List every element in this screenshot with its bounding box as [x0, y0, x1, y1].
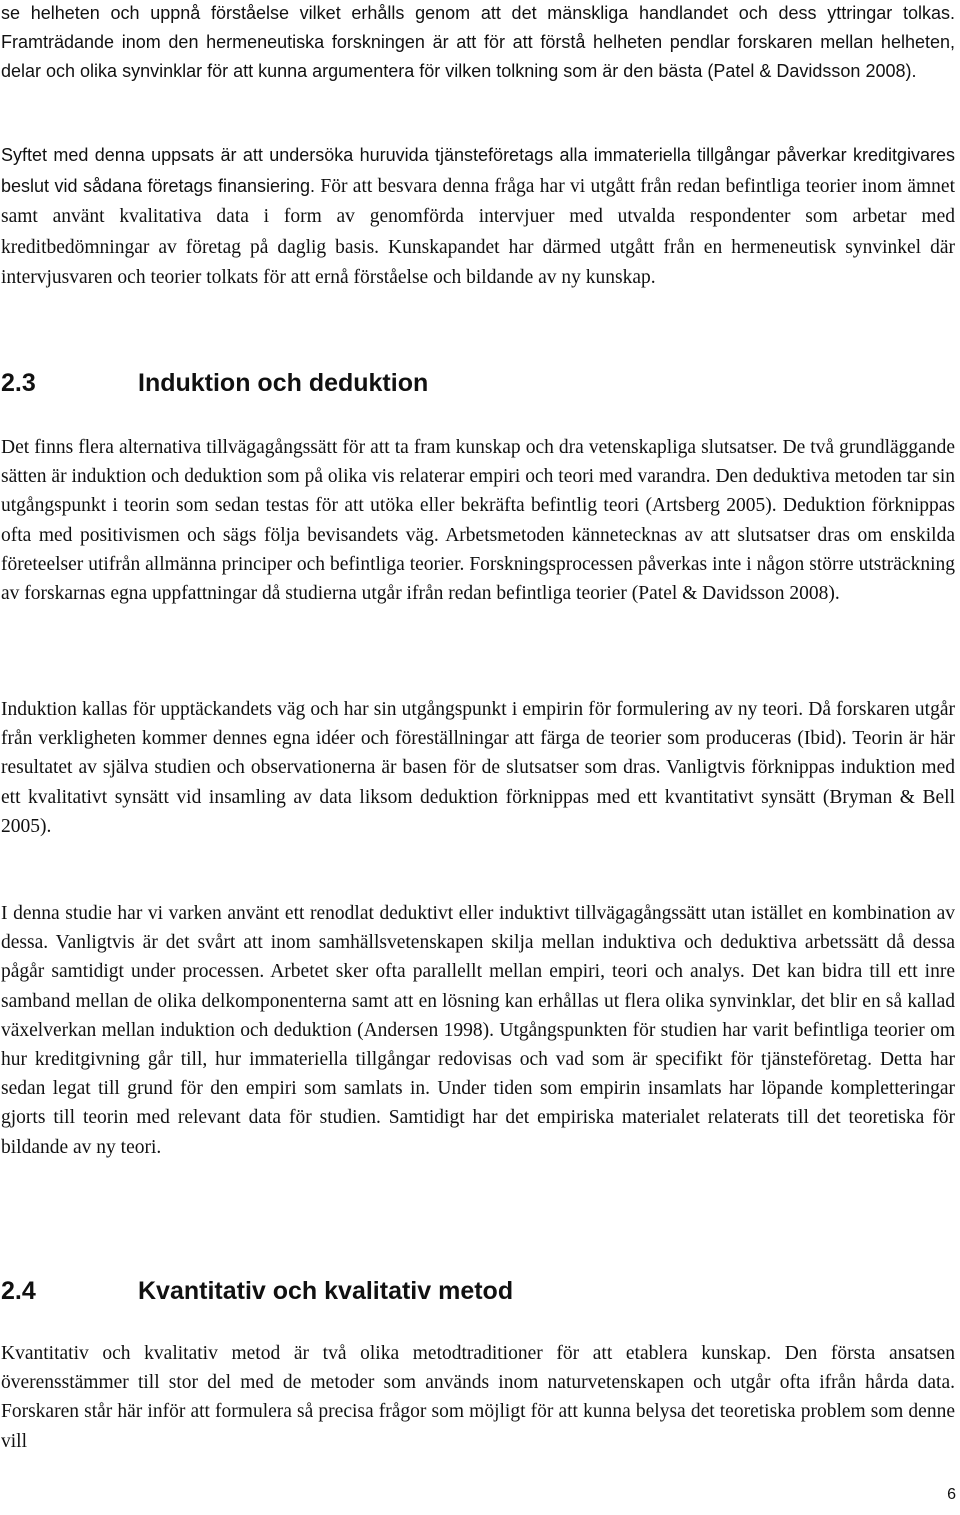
section-heading-2-3 [1, 368, 428, 398]
paragraph-induction: Induktion kallas för upptäckandets väg och har sin utgångspunkt i empirin för formulering av ny teori. Då forskaren utgår från verkligheten kommer dennes egna idéer och föreställningar att färga de teorier som produceras (Ibid). Teorin är här resultatet av själva studien och observationerna är basen för de slutsatser som dras. Vanligtvis förknippas induktion med ett kvalitativt synsätt vid insamling av data liksom deduktion förknippas med ett kvantitativt synsätt (Bryman & Bell 2005). [1, 699, 955, 837]
paragraph-deduction: Det finns flera alternativa tillvägagångssätt för att ta fram kunskap och dra vetenskapliga slutsatser. De två grundläggande sätten är induktion och deduktion som på olika vis relaterar empiri och teori med varandra. Den deduktiva metoden tar sin utgångspunkt i teorin som sedan testas för att utöka eller bekräfta befintlig teori (Artsberg 2005). Deduktion förknippas ofta med positivismen och sägs följa bevisandets väg. Arbetsmetoden kännetecknas av att slutsatser dras om enskilda företeelser utifrån allmänna principer och befintliga teorier. Forskningsprocessen påverkas inte i någon större utsträckning av forskarnas egna uppfattningar då studierna utgår ifrån redan befintliga teorier (Patel & Davidsson 2008). [1, 437, 955, 605]
section-number: 2.3 [1, 369, 36, 397]
page-number: 6 [947, 1486, 956, 1503]
section-number: 2.4 [1, 1277, 36, 1305]
section-title: Induktion och deduktion [138, 369, 429, 397]
section-title: Kvantitativ och kvalitativ metod [138, 1277, 514, 1305]
paragraph-hermeneutics: se helheten och uppnå förståelse vilket erhålls genom att det mänskliga handlandet och dess yttringar tolkas. Framträdande inom den hermeneutiska forskningen är att för att förstå helheten pendlar forskaren mellan helheten, delar och olika synvinklar för att kunna argumentera för vilken tolkning som är den bästa (Patel & Davidsson 2008). [1, 3, 955, 81]
paragraph-purpose [1, 141, 955, 294]
paragraph-purpose-serif-part: För att besvara denna fråga har vi utgått från redan befintliga teorier inom ämnet samt använt kvalitativa data i form av genomförda intervjuer med utvalda respondenter som arbetar med kreditbedömningar av företag på daglig basis. Kunskapandet har därmed utgått från en hermeneutisk synvinkel där intervjusvaren och teorier tolkats för att ernå förståelse och bildande av ny kunskap. [1, 175, 955, 288]
paragraph-combination: I denna studie har vi varken använt ett renodlat deduktivt eller induktivt tillvägagångssätt utan istället en kombination av dessa. Vanligtvis är det svårt att inom samhällsvetenskapen skilja mellan induktiva och deduktiva arbetssätt då dessa pågår samtidigt under processen. Arbetet sker ofta parallellt mellan empiri, teori och analys. Det kan bidra till ett inre samband mellan de olika delkomponenterna samt att en lösning kan erhållas ut flera olika synvinklar, det blir en så kallad växelverkan mellan induktion och deduktion (Andersen 1998). Utgångspunkten för studien har varit befintliga teorier om hur kreditgivning går till, hur immateriella tillgångar redovisas och vad som är specifikt för tjänsteföretag. Detta har sedan legat till grund för den empiri som samlats in. Under tiden som empirin insamlats har löpande kompletteringar gjorts till teorin med relevant data för studien. Samtidigt har det empiriska materialet relaterats till det teoretiska för bildande av ny teori. [1, 903, 955, 1158]
paragraph-purpose-sans-part: Syftet med denna uppsats är att undersöka huruvida tjänsteföretags alla immateriella tillgångar påverkar kreditgivares beslut vid sådana företags finansiering. [1, 145, 955, 196]
paragraph-quantitative-qualitative: Kvantitativ och kvalitativ metod är två olika metodtraditioner för att etablera kunskap. Den första ansatsen överensstämmer till stor del med de metoder som används inom naturvetenskapen och utgår ofta ifrån hårda data. Forskaren står här inför att formulera så precisa frågor som möjligt för att kunna belysa det teoretiska problem som denne vill [1, 1343, 955, 1452]
section-heading-2-4 [1, 1276, 513, 1306]
